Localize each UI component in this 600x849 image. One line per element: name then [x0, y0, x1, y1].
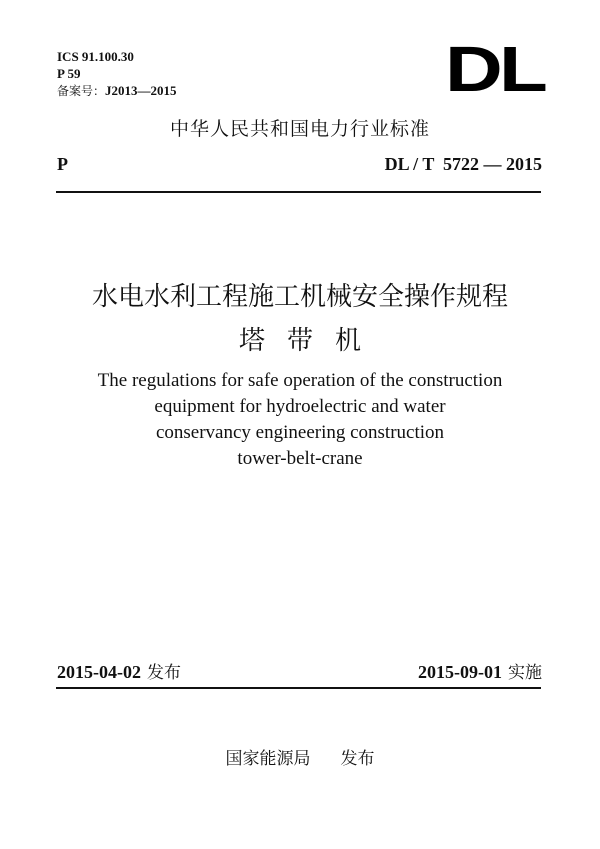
document-meta: [57, 48, 177, 100]
implement-date: [418, 658, 542, 683]
document-subtitle-cn: 塔带机: [238, 326, 383, 356]
document-title-cn: 水电水利工程施工机械安全操作规程: [91, 282, 508, 312]
document-title-en: [0, 368, 600, 472]
title-en-line: conservancy engineering construction: [155, 422, 445, 443]
title-en-line: equipment for hydroelectric and water: [154, 396, 446, 417]
p-code: P 59: [57, 66, 81, 81]
record-value: J2013—2015: [105, 83, 177, 98]
classification-code: P: [57, 154, 68, 174]
publisher-name: 国家能源局: [225, 749, 311, 769]
publish-label: 发布: [147, 663, 181, 683]
bottom-divider: [56, 687, 541, 689]
implement-date-value: 2015-09-01: [418, 662, 502, 682]
industry-standard-heading: 中华人民共和国电力行业标准: [169, 118, 430, 140]
top-divider: [56, 191, 541, 193]
implement-label: 实施: [508, 663, 542, 683]
record-number: [57, 82, 177, 100]
ics-code: ICS 91.100.30: [57, 49, 134, 64]
standard-number: DL / T 5722 — 2015: [384, 154, 542, 174]
publisher-action: 发布: [340, 749, 375, 769]
title-en-line: The regulations for safe operation of the construction: [97, 370, 503, 391]
publish-date: [57, 658, 181, 683]
record-label: 备案号：: [57, 84, 106, 98]
title-en-line: tower-belt-crane: [237, 448, 363, 469]
publisher: [0, 744, 600, 769]
publish-date-value: 2015-04-02: [57, 662, 141, 682]
dl-logo: DL: [445, 33, 545, 105]
